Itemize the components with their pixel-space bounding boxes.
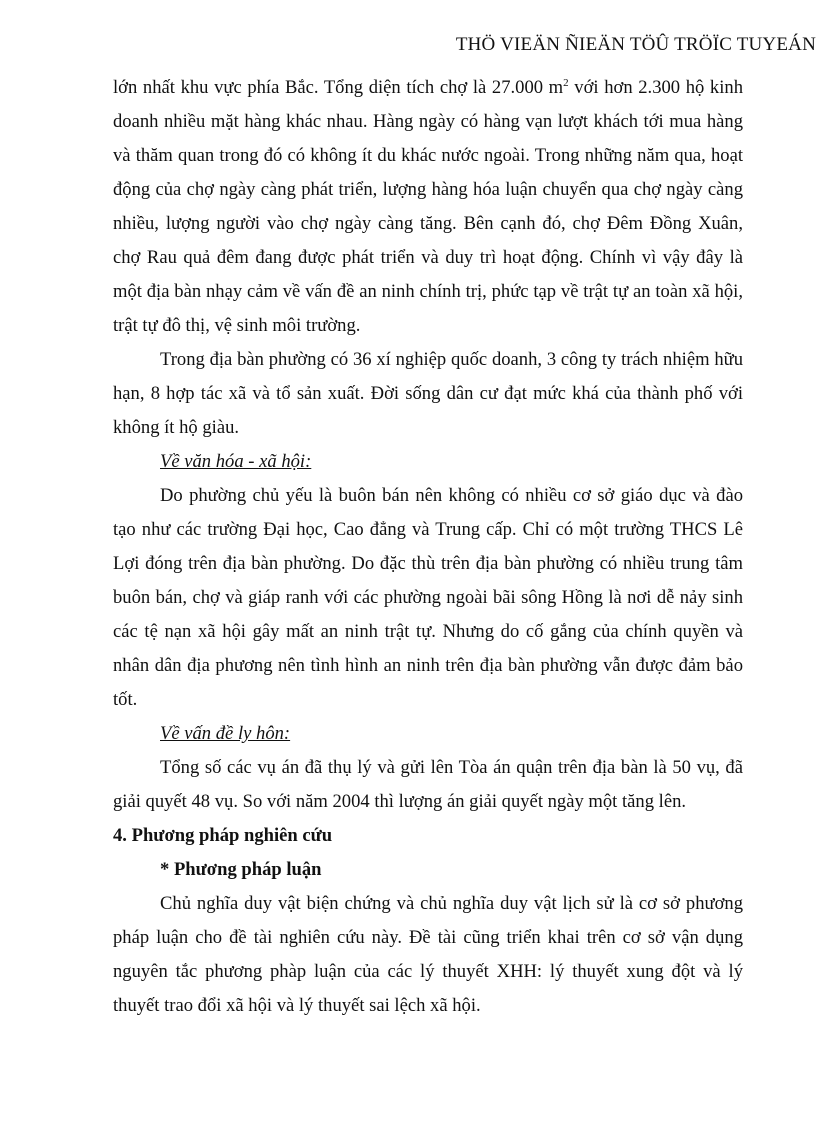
paragraph-divorce: Tổng số các vụ án đã thụ lý và gửi lên Tòa án quận trên địa bàn là 50 vụ, đã giải quyết 48 vụ. So với năm 2004 thì lượng án giải quyết ngày một tăng lên.	[113, 757, 743, 812]
document-body	[113, 71, 743, 1023]
paragraph-methodology: Chủ nghĩa duy vật biện chứng và chủ nghĩa duy vật lịch sử là cơ sở phương pháp luận cho đề tài nghiên cứu này. Đề tài cũng triển khai trên cơ sở vận dụng nguyên tắc phương phàp luận của các lý thuyết XHH: lý thuyết xung đột và lý thuyết trao đổi xã hội và lý thuyết sai lệch xã hội.	[113, 893, 743, 1016]
paragraph-market-text-b: với hơn 2.300 hộ kinh doanh nhiều mặt hàng khác nhau. Hàng ngày có hàng vạn lượt khách tới mua hàng và thăm quan trong đó có không ít du khác nước ngoài. Trong những năm qua, hoạt động của chợ ngày càng phát triển, lượng hàng hóa luận chuyển qua chợ ngày càng nhiều, lượng người vào chợ ngày càng tăng. Bên cạnh đó, chợ Đêm Đồng Xuân, chợ Rau quả đêm đang được phát triển và duy trì hoạt động. Chính vì vậy đây là một địa bàn nhạy cảm về vấn đề an ninh chính trị, phức tạp về trật tự an toàn xã hội, trật tự đô thị, vệ sinh môi trường.	[113, 77, 743, 336]
paragraph-market	[113, 71, 743, 343]
paragraph-market-text-a: lớn nhất khu vực phía Bắc. Tổng diện tích chợ là 27.000 m	[113, 77, 564, 98]
paragraph-enterprises: Trong địa bàn phường có 36 xí nghiệp quốc doanh, 3 công ty trách nhiệm hữu hạn, 8 hợp tác xã và tổ sản xuất. Đời sống dân cư đạt mức khá của thành phố với không ít hộ giàu.	[113, 349, 743, 438]
paragraph-culture-society: Do phường chủ yếu là buôn bán nên không có nhiều cơ sở giáo dục và đào tạo như các trường Đại học, Cao đẳng và Trung cấp. Chỉ có một trường THCS Lê Lợi đóng trên địa bàn phường. Do đặc thù trên địa bàn phường có nhiều trung tâm buôn bán, chợ và giáp ranh với các phường ngoài bãi sông Hồng là nơi dễ nảy sinh các tệ nạn xã hội gây mất an ninh trật tự. Nhưng do cố gắng của chính quyền và nhân dân địa phương nên tình hình an ninh trên địa bàn phường vẫn được đảm bảo tốt.	[113, 485, 743, 710]
section-heading-research-method: 4. Phương pháp nghiên cứu	[113, 825, 333, 846]
subheading-culture-society: Về văn hóa - xã hội:	[160, 451, 312, 472]
running-header: THÖ VIEÄN ÑIEÄN TÖÛ TRÖÏC TUYEÁN	[455, 34, 816, 55]
subsection-heading-methodology: * Phương pháp luận	[160, 859, 322, 880]
subheading-divorce: Về vấn đề ly hôn:	[160, 723, 291, 744]
area-unit-superscript: 2	[563, 76, 569, 89]
